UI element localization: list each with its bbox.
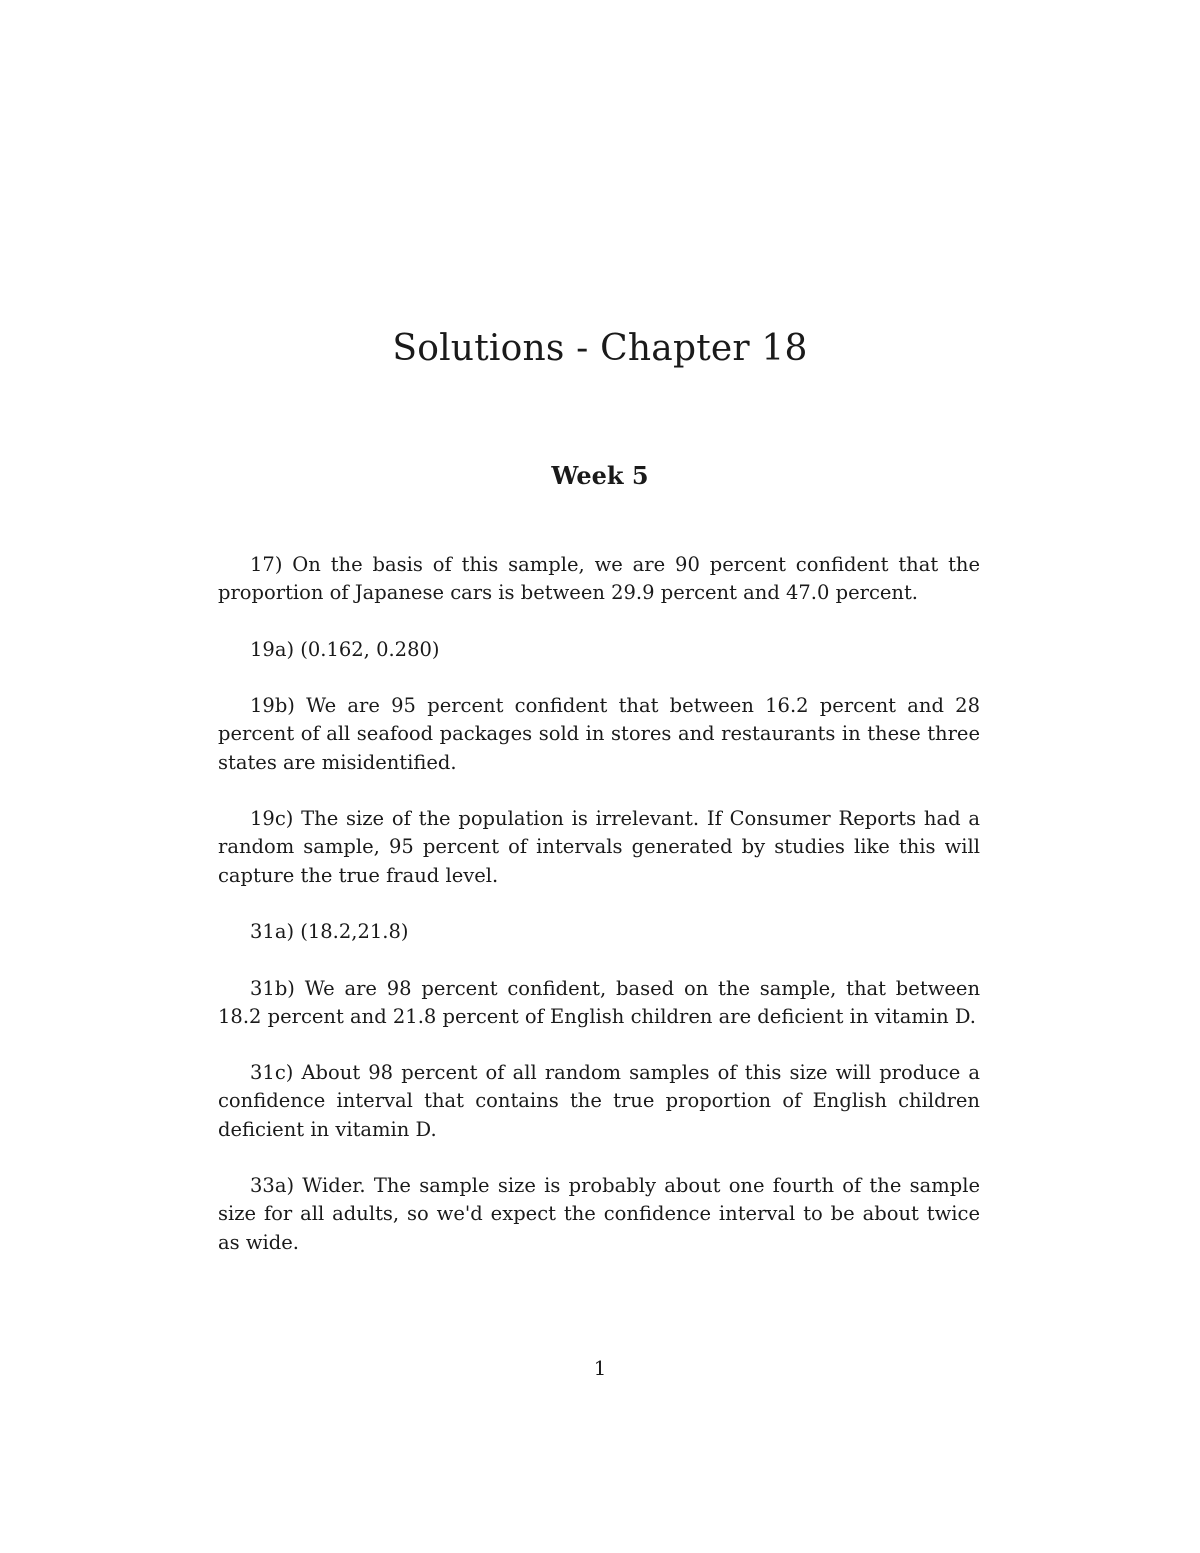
answer-31c: 31c) About 98 percent of all random samples of this size will produce a confidence interval that contains the true proportion of English children deficient in vitamin D. [218,1061,980,1141]
answer-31b: 31b) We are 98 percent confident, based on the sample, that between 18.2 percent and 21.8 percent of English children are deficient in vitamin D. [218,976,980,1028]
page-title: Solutions - Chapter 18 [392,328,808,369]
answer-33a: 33a) Wider. The sample size is probably about one fourth of the sample size for all adults, so we'd expect the confidence interval to be about twice as wide. [218,1174,980,1254]
answer-31a: 31a) (18.2,21.8) [250,920,409,944]
document-body [218,551,980,1285]
answer-19a: 19a) (0.162, 0.280) [250,637,440,661]
answer-17: 17) On the basis of this sample, we are 90 percent confident that the proportion of Japanese cars is between 29.9 percent and 47.0 percent. [218,553,980,605]
answer-19c: 19c) The size of the population is irrelevant. If Consumer Reports had a random sample, 95 percent of intervals generated by studies like this will capture the true fraud level. [218,807,980,887]
page-number: 1 [593,1356,607,1380]
page-subtitle: Week 5 [551,461,649,490]
answer-19b: 19b) We are 95 percent confident that between 16.2 percent and 28 percent of all seafood packages sold in stores and restaurants in these three states are misidentified. [218,694,980,774]
